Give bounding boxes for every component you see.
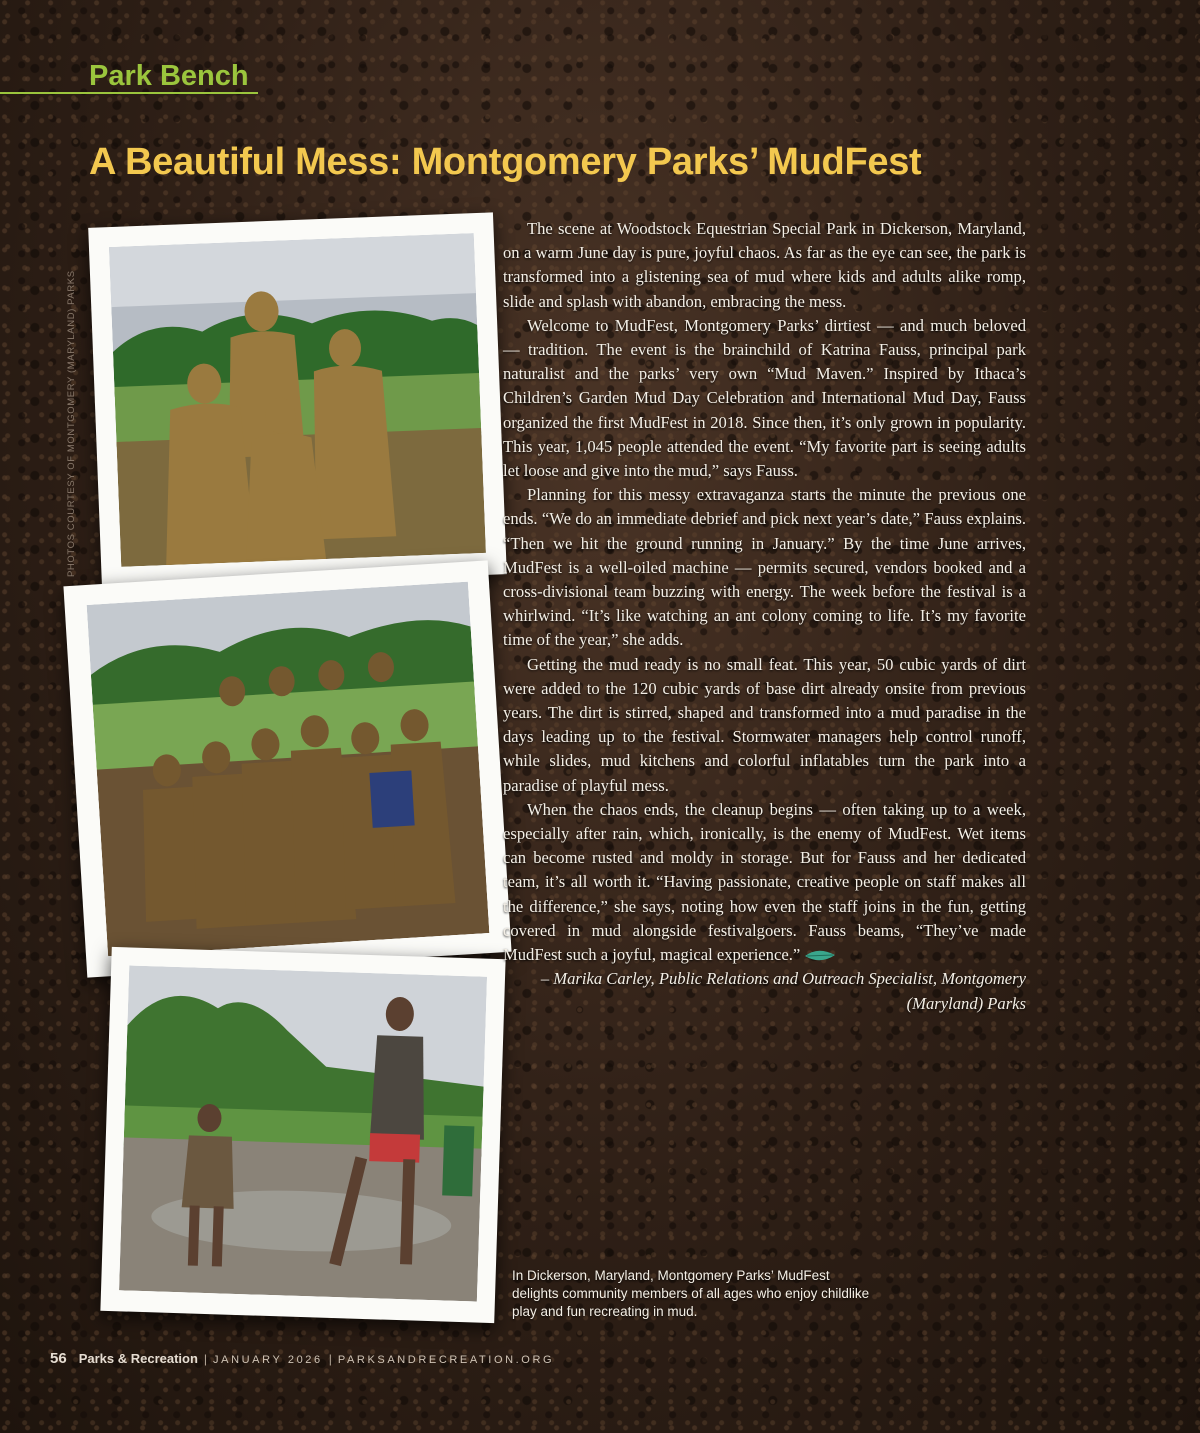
headline: A Beautiful Mess: Montgomery Parks’ MudFest <box>89 141 922 183</box>
footer-separator-1: | <box>203 1352 208 1366</box>
photo-group-in-mud <box>63 560 511 977</box>
section-label: Park Bench <box>89 60 249 92</box>
photo-credit: PHOTOS COURTESY OF MONTGOMERY (MARYLAND) PARKS <box>66 270 77 577</box>
article-paragraph-3: Planning for this messy extravaganza starts the minute the previous one ends. “We do an immediate debrief and pick next year’s date,” Fauss explains. “Then we hit the ground running in January.” By the time June arrives, MudFest is a well-oiled machine — permits secured, vendors booked and a cross-divisional team buzzing with energy. The week before the festival is a whirlwind. “It’s like watching an ant colony coming to life. It’s my favorite time of the year,” she adds. <box>503 485 1026 650</box>
article-body <box>503 217 1026 1016</box>
magazine-name: Parks & Recreation <box>78 1351 198 1366</box>
footer-separator-2: | <box>328 1352 332 1366</box>
issue-date: JANUARY 2026 <box>213 1354 323 1366</box>
article-signature: – Marika Carley, Public Relations and Outreach Specialist, Montgomery (Maryland) Parks <box>540 969 1026 1013</box>
photo-caption: In Dickerson, Maryland, Montgomery Parks’ MudFest delights community members of all ages who enjoy childlike play and fun recreating in mud. <box>512 1268 870 1319</box>
article-paragraph-1: The scene at Woodstock Equestrian Special Park in Dickerson, Maryland, on a warm June day is pure, joyful chaos. As far as the eye can see, the park is transformed into a glistening sea of mud where kids and adults alike romp, slide and splash with abandon, embracing the mess. <box>503 219 1026 311</box>
photo-family-in-mud-image <box>109 233 486 567</box>
photo-family-in-mud <box>88 212 507 589</box>
page-footer <box>50 1350 554 1368</box>
article-paragraph-4: Getting the mud ready is no small feat. This year, 50 cubic yards of dirt were added to the 120 cubic yards of base dirt already onsite from previous years. The dirt is stirred, shaped and transformed into a mud paradise in the days leading up to the festival. Stormwater managers help control runoff, while slides, mud kitchens and colorful inflatables turn the park into a paradise of playful mess. <box>503 654 1026 795</box>
article-paragraph-5-wrap <box>503 798 1026 967</box>
section-rule <box>0 92 258 94</box>
photo-group-in-mud-image <box>87 582 490 957</box>
photo-girls-splashing-image <box>119 965 487 1301</box>
website-link[interactable]: PARKSANDRECREATION.ORG <box>337 1354 555 1366</box>
page-number: 56 <box>50 1350 67 1367</box>
leaf-icon <box>804 949 836 963</box>
article-paragraph-5: When the chaos ends, the cleanup begins — often taking up to a week, especially after rain, which, ironically, is the enemy of MudFest. Wet items can become rusted and moldy in storage. But for Fauss and her dedicated team, it’s all worth it. “Having passionate, creative people on staff makes all the difference,” she says, noting how even the staff joins in the fun, getting covered in mud alongside festivalgoers. Fauss beams, “They’ve made MudFest such a joyful, magical experience.” <box>503 799 1026 965</box>
photo-girls-splashing <box>100 947 505 1323</box>
article-paragraph-2: Welcome to MudFest, Montgomery Parks’ dirtiest — and much beloved — tradition. The event is the brainchild of Katrina Fauss, principal park naturalist and the parks’ very own “Mud Maven.” Inspired by Ithaca’s Children’s Garden Mud Day Celebration and International Mud Day, Fauss organized the first MudFest in 2018. Since then, it’s only grown in popularity. This year, 1,045 people attended the event. “My favorite part is seeing adults let loose and give into the mud,” says Fauss. <box>503 315 1026 481</box>
